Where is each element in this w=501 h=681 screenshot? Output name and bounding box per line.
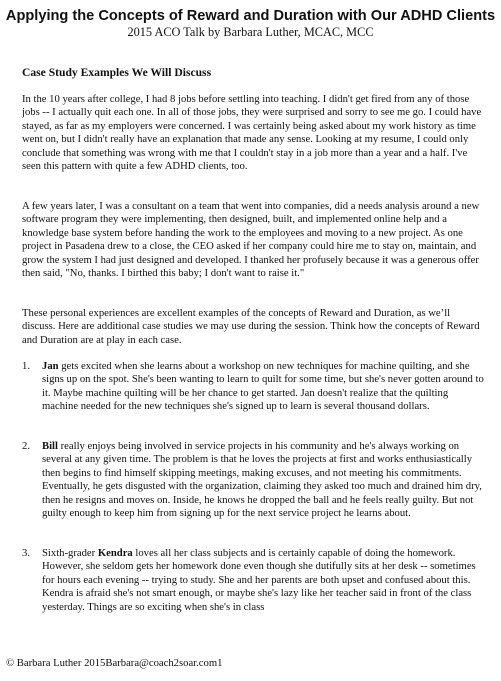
footer-copyright: © Barbara Luther 2015Barbara@coach2soar.com1: [6, 658, 223, 669]
case-text: [42, 547, 484, 614]
paragraph-job-history: In the 10 years after college, I had 8 jobs before settling into teaching. I didn't get fired from any of those jobs -- I actually quit each one. In all of those jobs, they were surprised and sorry to see me go. I could have stayed, as far as my employers were concerned. I was certainly being asked about my work history as time went on, but I didn't really have an explanation that made any sense. Looking at my resume, I could only conclude that something was wrong with me that I couldn't stay in a job more than a year and a half. I've seen this pattern with quite a few ADHD clients, too.: [22, 94, 482, 173]
case-number: 2.: [22, 441, 30, 452]
section-heading: Case Study Examples We Will Discuss: [22, 66, 212, 79]
case-body: really enjoys being involved in service projects in his community and he's always working on several at any given time. The problem is that he loves the projects at first and works enthusiastically then begins to find himself skipping meetings, making excuses, and not meeting his commitments. Eventually, he gets disgusted with the organization, claiming they asked too much and drained him dry, then he resigns and moves on. Inside, he knows he dropped the ball and he feels really guilty. But not guilty enough to keep him from signing up for the next service project he learns about.: [42, 441, 482, 520]
paragraph-reward-duration: These personal experiences are excellent examples of the concepts of Reward and Duration, as we’ll discuss. Here are additional case studies we may use during the session. Think how the concepts of Reward and Duration are at play in each case.: [22, 308, 480, 346]
case-lead: Sixth-grader: [42, 548, 98, 559]
case-text: [42, 360, 484, 414]
case-name: Kendra: [97, 548, 133, 559]
paragraph-consultant: A few years later, I was a consultant on a team that went into companies, did a needs analysis around a new software program they were implementing, then designed, built, and implemented online help and a knowledge base system before handing the work to the employees and moving to a new project. As one project in Pasadena drew to a close, the CEO asked if her company could hire me to stay on, maintain, and grow the system I had just designed and developed. I thanked her profusely because it was a generous offer then said, "No, thanks. I birthed this baby; I don't want to raise it.": [22, 201, 480, 280]
case-name: Jan: [42, 361, 59, 372]
case-body: loves all her class subjects and is certainly capable of doing the homework. However, she seldom gets her homework done even though she dutifully sits at her desk -- sometimes for hours each evening -- trying to study. She and her parents are both upset and confused about this. Kendra is afraid she's not smart enough, or maybe she's lazy like her teacher said in front of the class yesterday. Things are so exciting when she's in class: [42, 548, 476, 613]
case-text: [42, 440, 484, 520]
case-number: 3.: [22, 548, 30, 559]
document-title: Applying the Concepts of Reward and Duration with Our ADHD Clients: [5, 8, 496, 24]
case-body: gets excited when she learns about a workshop on new techniques for machine quilting, and she signs up on the spot. She's been wanting to learn to quilt for some time, but she's never gotten around to it. Maybe machine quilting will be her chance to get started. Jan doesn't realize that the quilting machine needed for the new techniques she's signed up to learn is several thousand dollars.: [42, 361, 484, 413]
case-number: 1.: [22, 361, 30, 372]
document-subtitle: 2015 ACO Talk by Barbara Luther, MCAC, MCC: [127, 25, 374, 39]
case-name: Bill: [42, 441, 58, 452]
